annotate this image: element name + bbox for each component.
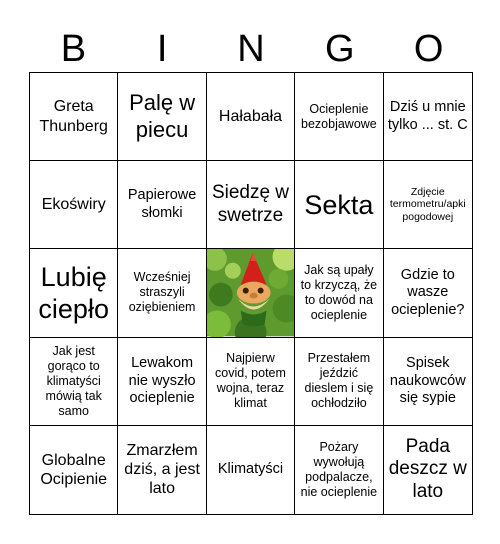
bingo-cell[interactable]: Wcześniej straszyli oziębieniem [118, 249, 206, 337]
bingo-cell[interactable]: Klimatyści [207, 426, 295, 514]
bingo-cell[interactable]: Ekoświry [30, 161, 118, 249]
garden-gnome-icon [207, 249, 294, 336]
bingo-cell[interactable]: Przestałem jeździć dieslem i się ochłodziło [295, 338, 383, 426]
bingo-card [29, 72, 473, 515]
bingo-cell[interactable]: Palę w piecu [118, 73, 206, 161]
free-space[interactable] [207, 249, 295, 337]
bingo-cell[interactable]: Greta Thunberg [30, 73, 118, 161]
bingo-cell[interactable]: Pada deszcz w lato [388, 435, 467, 503]
bingo-header [29, 26, 473, 72]
bingo-cell[interactable]: Siedzę w swetrze [207, 161, 295, 249]
bingo-cell[interactable]: Lewakom nie wyszło ocieplenie [118, 338, 206, 426]
header-letter-n: N [237, 27, 265, 70]
header-letter-g: G [325, 27, 355, 70]
bingo-cell[interactable]: Dziś u mnie tylko ... st. C [384, 73, 472, 161]
header-letter-b: B [60, 27, 87, 70]
bingo-cell[interactable]: Papierowe słomki [118, 161, 206, 249]
header-letter-i: I [156, 27, 168, 70]
bingo-cell[interactable]: Gdzie to wasze ocieplenie? [384, 249, 472, 337]
header-letter-o: O [413, 27, 444, 70]
bingo-cell[interactable]: Hałabała [207, 73, 295, 161]
bingo-cell[interactable]: Globalne Ocipienie [30, 426, 118, 514]
bingo-cell[interactable]: Jak jest gorąco to klimatyści mówią tak samo [30, 338, 118, 426]
bingo-cell[interactable]: Najpierw covid, potem wojna, teraz klimat [207, 338, 295, 426]
bingo-cell[interactable]: Jak są upały to krzyczą, że to dowód na ocieplenie [295, 249, 383, 337]
bingo-cell[interactable]: Spisek naukowców się sypie [384, 338, 472, 426]
bingo-cell[interactable]: Zmarzłem dziś, a jest lato [118, 426, 206, 514]
bingo-cell[interactable]: Sekta [295, 161, 383, 249]
bingo-cell[interactable]: Pożary wywołują podpalacze, nie ocieplenie [295, 426, 383, 514]
bingo-cell[interactable]: Zdjęcie termometru/apki pogodowej [384, 161, 472, 249]
bingo-cell[interactable]: Lubię ciepło [30, 249, 118, 337]
bingo-cell[interactable]: Ocieplenie bezobjawowe [295, 73, 383, 161]
